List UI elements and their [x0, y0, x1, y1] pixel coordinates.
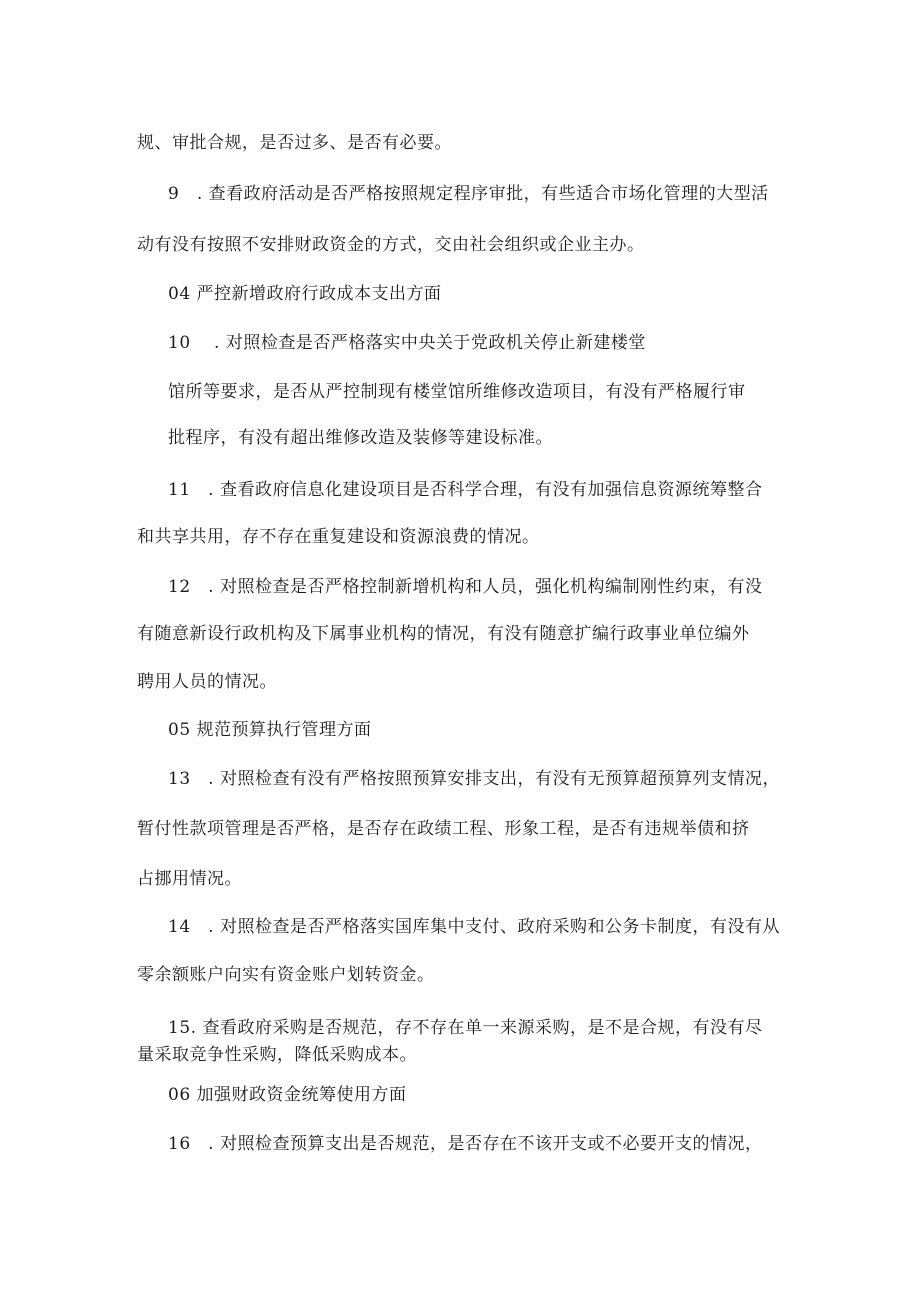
section-heading: 04 严控新增政府行政成本支出方面 — [168, 284, 442, 304]
paragraph-line: 量采取竞争性采购，降低采购成本。 — [137, 1045, 417, 1065]
paragraph-line: 暂付性款项管理是否严格，是否存在政绩工程、形象工程，是否有违规举债和挤 — [137, 819, 750, 839]
paragraph-line: 占挪用情况。 — [137, 869, 242, 889]
paragraph-line: 有随意新设行政机构及下属事业机构的情况，有没有随意扩编行政事业单位编外 — [137, 624, 750, 644]
section-heading: 06 加强财政资金统筹使用方面 — [168, 1085, 407, 1105]
paragraph-line: 馆所等要求，是否从严控制现有楼堂馆所维修改造项目，有没有严格履行审 — [168, 382, 746, 402]
paragraph-line: 12 . 对照检查是否严格控制新增机构和人员，强化机构编制刚性约束，有没 — [168, 577, 763, 597]
paragraph-line: 13 . 对照检查有没有严格按照预算安排支出，有没有无预算超预算列支情况， — [168, 769, 780, 789]
paragraph-line: 聘用人员的情况。 — [137, 672, 277, 692]
paragraph-line: 10 . 对照检查是否严格落实中央关于党政机关停止新建楼堂 — [168, 333, 646, 353]
paragraph-line: 16 . 对照检查预算支出是否规范，是否存在不该开支或不必要开支的情况， — [168, 1134, 763, 1154]
paragraph-line: 15. 查看政府采购是否规范，存不存在单一来源采购，是不是合规，有没有尽 — [168, 1018, 763, 1038]
paragraph-line: 和共享共用，存不存在重复建设和资源浪费的情况。 — [137, 527, 540, 547]
paragraph-line: 动有没有按照不安排财政资金的方式，交由社会组织或企业主办。 — [137, 235, 645, 255]
paragraph-line: 零余额账户向实有资金账户划转资金。 — [137, 965, 435, 985]
paragraph-line: 规、审批合规，是否过多、是否有必要。 — [137, 133, 452, 153]
paragraph-line: 批程序，有没有超出维修改造及装修等建设标准。 — [168, 428, 553, 448]
paragraph-line: 14 . 对照检查是否严格落实国库集中支付、政府采购和公务卡制度，有没有从 — [168, 917, 780, 937]
paragraph-line: 9 . 查看政府活动是否严格按照规定程序审批，有些适合市场化管理的大型活 — [168, 184, 769, 204]
paragraph-line: 11 . 查看政府信息化建设项目是否科学合理，有没有加强信息资源统筹整合 — [168, 480, 763, 500]
section-heading: 05 规范预算执行管理方面 — [168, 720, 372, 740]
